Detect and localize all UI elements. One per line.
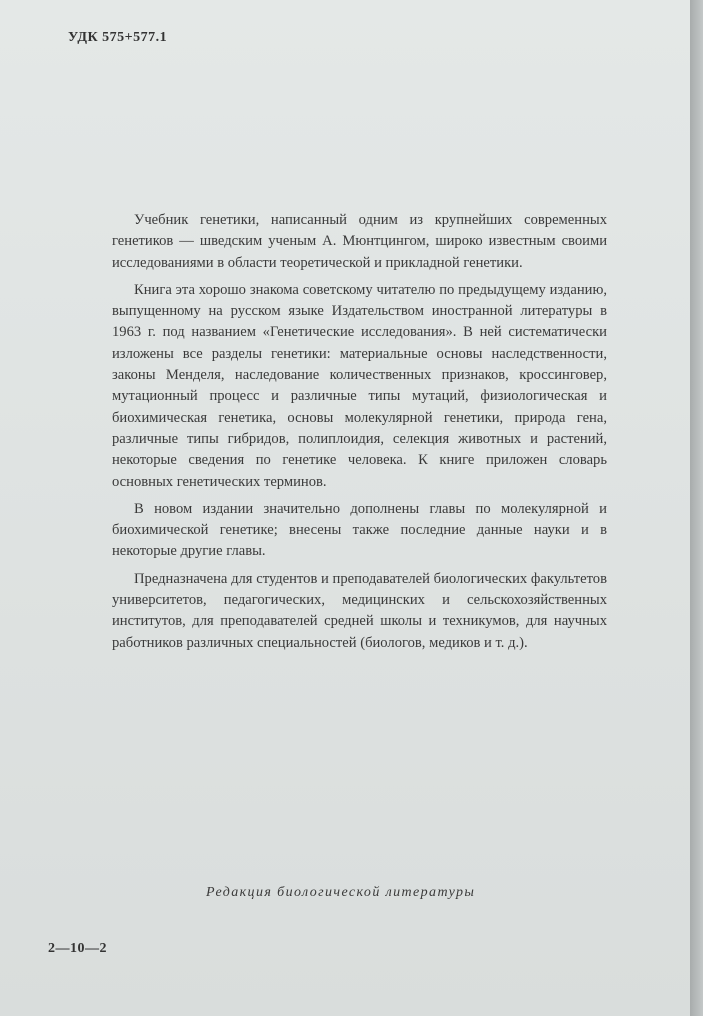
annotation-paragraph-3: В новом издании значительно дополнены главы по молекулярной и биохимической генетике; внесены также последние данные науки и в некоторые другие главы.: [112, 500, 607, 560]
editorial-office: Редакция биологической литературы: [206, 885, 476, 900]
annotation-text: [112, 210, 607, 660]
annotation-paragraph-2: Книга эта хорошо знакома советскому читателю по предыдущему изданию, выпущенному на русском языке Издательством иностранной литературы в 1963 г. под названием «Генетические исследования». В ней систематически изложены все разделы генетики: материальные основы наследственности, законы Менделя, наследование количественных признаков, кроссинговер, мутационный процесс и различные типы мутаций, физиологическая и биохимическая генетика, основы молекулярной генетики, природа гена, различные типы гибридов, полиплоидия, селекция животных и растений, некоторые сведения по генетике человека. К книге приложен словарь основных генетических терминов.: [112, 281, 607, 490]
udk-classification: УДК 575+577.1: [68, 30, 168, 45]
publication-code: 2—10—2: [48, 941, 107, 956]
annotation-paragraph-1: Учебник генетики, написанный одним из крупнейших современных генетиков — шведским ученым А. Мюнтцингом, широко известным своими исследованиями в области теоретической и прикладной генетики.: [112, 212, 607, 271]
annotation-paragraph-4: Предназначена для студентов и преподавателей биологических факультетов университетов, педагогических, медицинских и сельскохозяйственных институтов, для преподавателей средней школы и техникумов, для научных работников различных специальностей (биологов, медиков и т. д.).: [112, 570, 607, 651]
page-edge: [690, 0, 703, 1016]
